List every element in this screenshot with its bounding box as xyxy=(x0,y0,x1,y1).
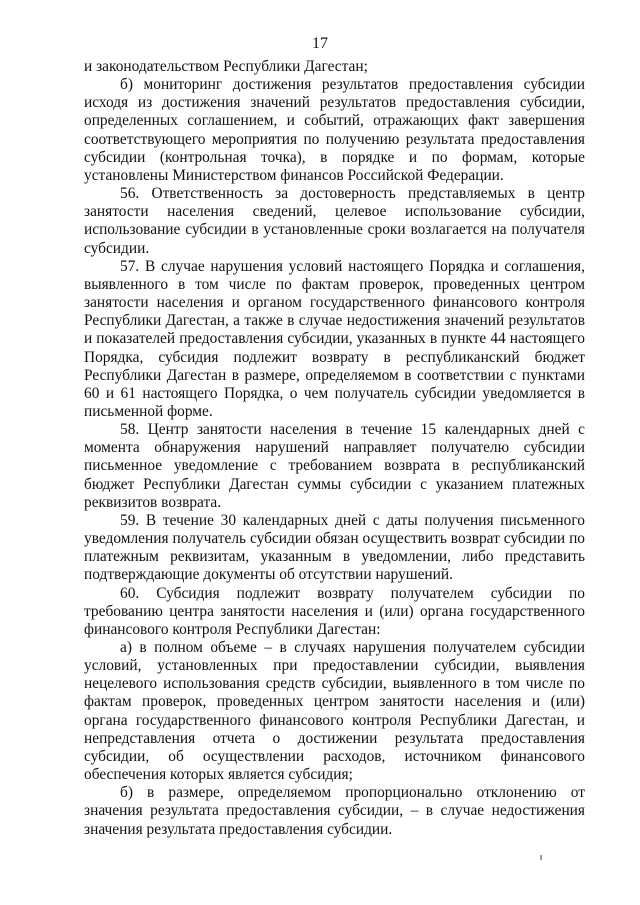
paragraph-56: 56. Ответственность за достоверность представляемых в центр занятости населения сведений, целевое использование субсидии, использование субсидии в установленные сроки возлагается на получателя субсидии. xyxy=(84,185,585,257)
paragraph-60-b: б) в размере, определяемом пропорционально отклонению от значения результата предоставления субсидии, – в случае недостижения значения результата предоставления субсидии. xyxy=(84,784,585,838)
paragraph-60: 60. Субсидия подлежит возврату получателем субсидии по требованию центра занятости населения и (или) органа государственного финансового контроля Республики Дагестан: xyxy=(84,584,585,638)
paragraph-59: 59. В течение 30 календарных дней с даты получения письменного уведомления получатель субсидии обязан осуществить возврат субсидии по платежным реквизитам, указанным в уведомлении, либо представить подтверждающие документы об отсутствии нарушений. xyxy=(84,511,585,584)
paragraph-monitoring: б) мониторинг достижения результатов предоставления субсидии исходя из достижения значений результатов предоставления субсидии, определенных соглашением, и событий, отражающих факт завершения соответствующего мероприятия по получению результата предоставления субсидии (контрольная точка), в порядке и по формам, которые установлены Министерством финансов Российской Федерации. xyxy=(84,76,585,184)
scan-mark xyxy=(540,855,542,860)
paragraph-58: 58. Центр занятости населения в течение 15 календарных дней с момента обнаружения нарушений направляет получателю субсидии письменное уведомление с требованием возврата в республиканский бюджет Республики Дагестан суммы субсидии с указанием платежных реквизитов возврата. xyxy=(84,421,585,511)
page-number: 17 xyxy=(312,35,328,52)
paragraph-57: 57. В случае нарушения условий настоящего Порядка и соглашения, выявленного в том числе по фактам проверок, проведенных центром занятости населения и органом государственного финансового контроля Республики Дагестан, а также в случае недостижения значений результатов и показателей предоставления субсидии, указанных в пункте 44 настоящего Порядка, субсидия подлежит возврату в республиканский бюджет Республики Дагестан в размере, определяемом в соответствии с пунктами 60 и 61 настоящего Порядка, о чем получатель субсидии уведомляется в письменной форме. xyxy=(84,257,585,420)
paragraph-60-a: а) в полном объеме – в случаях нарушения получателем субсидии условий, установленных при предоставлении субсидии, выявления нецелевого использования средств субсидии, выявленного в том числе по фактам проверок, проведенных центром занятости населения и (или) органа государственного финансового контроля Республики Дагестан, и непредставления отчета о достижении результата предоставления субсидии, об осуществлении расходов, источником финансового обеспечения которых является субсидия; xyxy=(84,639,585,784)
document-body xyxy=(84,58,585,839)
paragraph-continuation: и законодательством Республики Дагестан; xyxy=(84,58,368,75)
